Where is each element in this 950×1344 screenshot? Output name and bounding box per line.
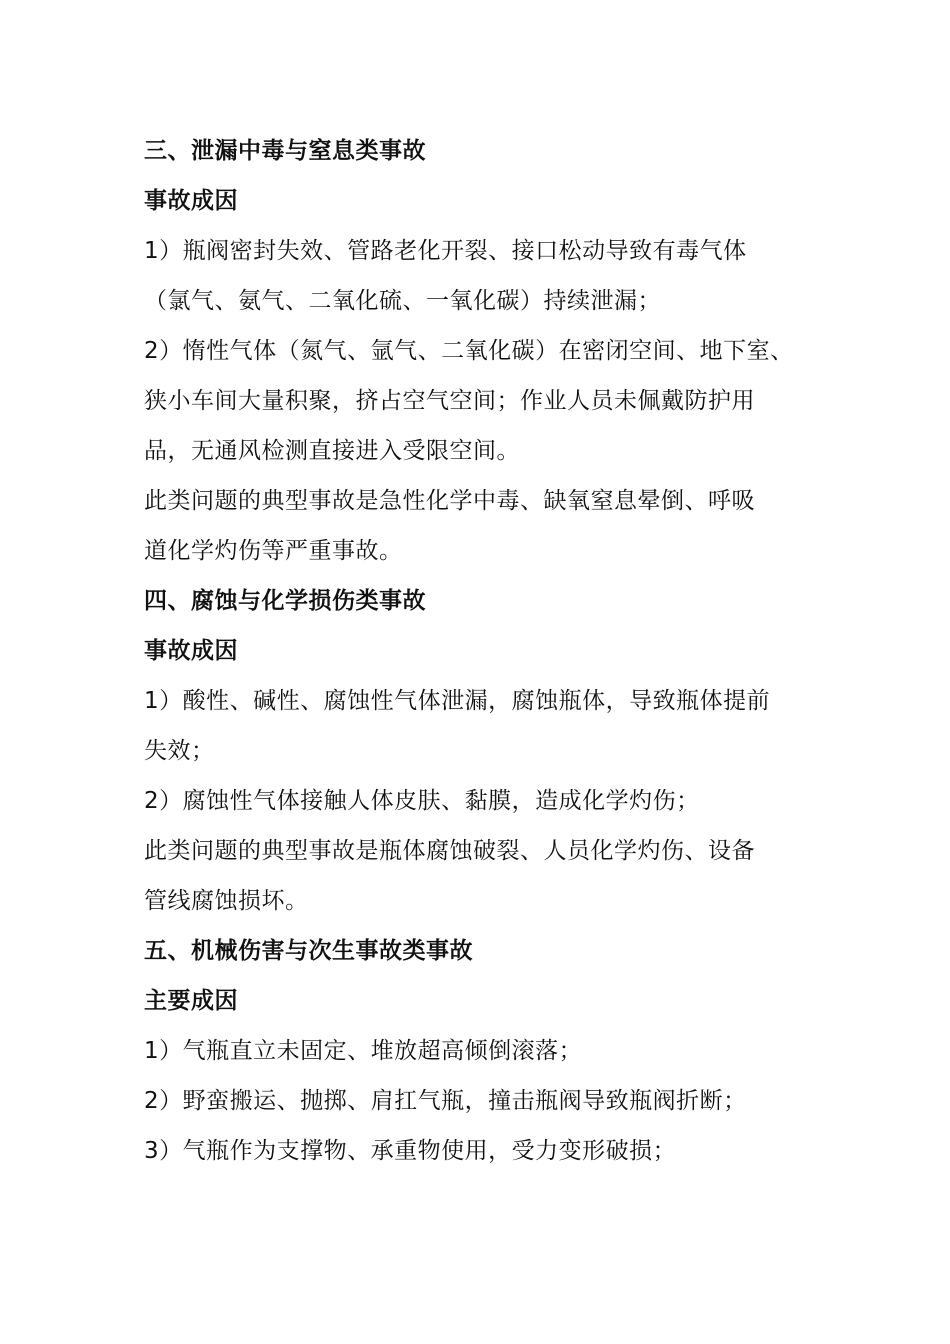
summary-line: 管线腐蚀损坏。 xyxy=(144,888,309,914)
paragraph-line: 2）腐蚀性气体接触人体皮肤、黏膜，造成化学灼伤； xyxy=(144,788,700,814)
cause-subheading: 事故成因 xyxy=(144,188,238,214)
paragraph-line: 2）野蛮搬运、抛掷、肩扛气瓶，撞击瓶阀导致瓶阀折断； xyxy=(144,1088,747,1114)
document-body xyxy=(144,126,834,1176)
section-heading-4: 四、腐蚀与化学损伤类事故 xyxy=(144,588,426,614)
section-heading-5: 五、机械伤害与次生事故类事故 xyxy=(144,938,473,964)
cause-subheading: 事故成因 xyxy=(144,638,238,664)
paragraph-line: 2）惰性气体（氮气、氩气、二氧化碳）在密闭空间、地下室、 xyxy=(144,338,794,364)
paragraph-line: 1）气瓶直立未固定、堆放超高倾倒滚落； xyxy=(144,1038,583,1064)
paragraph-line: 1）瓶阀密封失效、管路老化开裂、接口松动导致有毒气体 xyxy=(144,238,747,264)
paragraph-line: 失效； xyxy=(144,738,215,764)
paragraph-line: 品，无通风检测直接进入受限空间。 xyxy=(144,438,520,464)
cause-subheading: 主要成因 xyxy=(144,988,238,1014)
paragraph-line: 狭小车间大量积聚，挤占空气空间；作业人员未佩戴防护用 xyxy=(144,388,755,414)
summary-line: 此类问题的典型事故是急性化学中毒、缺氧窒息晕倒、呼吸 xyxy=(144,488,755,514)
paragraph-line: 3）气瓶作为支撑物、承重物使用，受力变形破损； xyxy=(144,1138,677,1164)
section-heading-3: 三、泄漏中毒与窒息类事故 xyxy=(144,138,426,164)
paragraph-line: （氯气、氨气、二氧化硫、一氧化碳）持续泄漏； xyxy=(144,288,661,314)
summary-line: 此类问题的典型事故是瓶体腐蚀破裂、人员化学灼伤、设备 xyxy=(144,838,755,864)
summary-line: 道化学灼伤等严重事故。 xyxy=(144,538,403,564)
paragraph-line: 1）酸性、碱性、腐蚀性气体泄漏，腐蚀瓶体，导致瓶体提前 xyxy=(144,688,771,714)
